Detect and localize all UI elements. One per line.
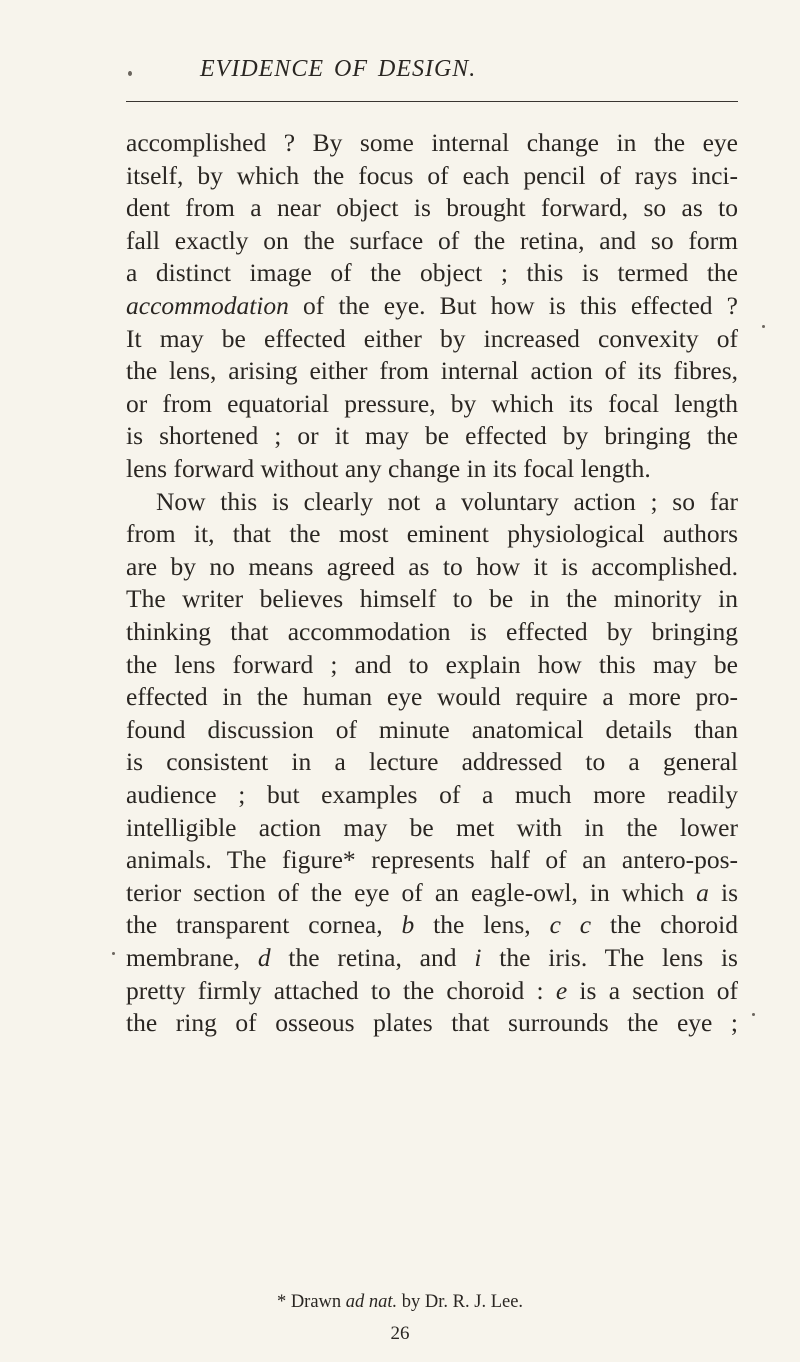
text-line: itself, by which the focus of each pencil of rays inci- (126, 160, 738, 190)
text-line: lens forward without any change in its focal length. (126, 454, 651, 483)
italic-term: accommodation (126, 291, 289, 320)
text-line: terior section of the eye of an eagle-owl, in which a is (126, 877, 738, 907)
running-head-word: OF (333, 56, 368, 82)
italic-letter: d (257, 943, 271, 972)
text-line: found discussion of minute anatomical details than (126, 714, 738, 744)
header-rule (126, 101, 738, 102)
italic-letter: b (401, 910, 415, 940)
running-head-word: EVIDENCE (200, 56, 324, 82)
text-line: is shortened ; or it may be effected by bringing the (126, 421, 738, 451)
footnote-italic: ad nat. (345, 1292, 398, 1312)
footnote-text: * Drawn (276, 1292, 346, 1312)
print-speck (128, 71, 132, 76)
text-line: accommodation of the eye. But how is this effected ? (126, 291, 738, 320)
text-line: is consistent in a lecture addressed to a general (126, 747, 738, 777)
italic-term: a (696, 877, 709, 907)
text-line: membrane, d the retina, and i the iris. The lens is (126, 943, 738, 972)
text-line: effected in the human eye would require a more pro- (126, 682, 738, 712)
text-line: the lens forward ; and to explain how this may be (126, 649, 738, 679)
text-line: The writer believes himself to be in the minority in (126, 584, 738, 614)
text-line: the transparent cornea, b the lens, c c the choroid (126, 910, 738, 940)
text-line: are by no means agreed as to how it is accomplished. (126, 551, 738, 581)
italic-letter: c c (549, 910, 592, 940)
footnote-credit: by Dr. R. J. Lee. (397, 1292, 524, 1312)
print-speck (752, 1013, 755, 1016)
text-line: dent from a near object is brought forward, so as to (126, 193, 738, 223)
text-line: animals. The figure* represents half of an antero-pos- (126, 845, 738, 875)
text-line: the lens, arising either from internal action of its fibres, (126, 356, 738, 386)
italic-term: e (555, 975, 568, 1005)
text-line: or from equatorial pressure, by which its focal length (126, 388, 738, 418)
text-line: fall exactly on the surface of the retina, and so form (126, 225, 738, 255)
text-line: a distinct image of the object ; this is termed the (126, 258, 738, 288)
running-head-word: DESIGN. (377, 56, 477, 82)
text-line: It may be effected either by increased convexity of (126, 323, 738, 353)
text-line: audience ; but examples of a much more readily (126, 780, 738, 809)
print-speck (112, 952, 115, 955)
text-line: pretty firmly attached to the choroid : e is a section of (126, 975, 738, 1005)
page-number: 26 (390, 1323, 410, 1344)
text-line: intelligible action may be met with in the lower (126, 812, 738, 842)
text-line: accomplished ? By some internal change in the eye (126, 128, 738, 157)
print-speck (762, 325, 765, 328)
italic-letter: i (474, 943, 482, 972)
footnote (0, 1292, 800, 1313)
text-line: the ring of osseous plates that surrounds the eye ; (126, 1008, 738, 1038)
text-line: thinking that accommodation is effected by bringing (126, 617, 738, 646)
text-line: from it, that the most eminent physiological authors (126, 519, 738, 549)
running-head (200, 56, 600, 83)
text-line: Now this is clearly not a voluntary action ; so far (156, 486, 738, 516)
